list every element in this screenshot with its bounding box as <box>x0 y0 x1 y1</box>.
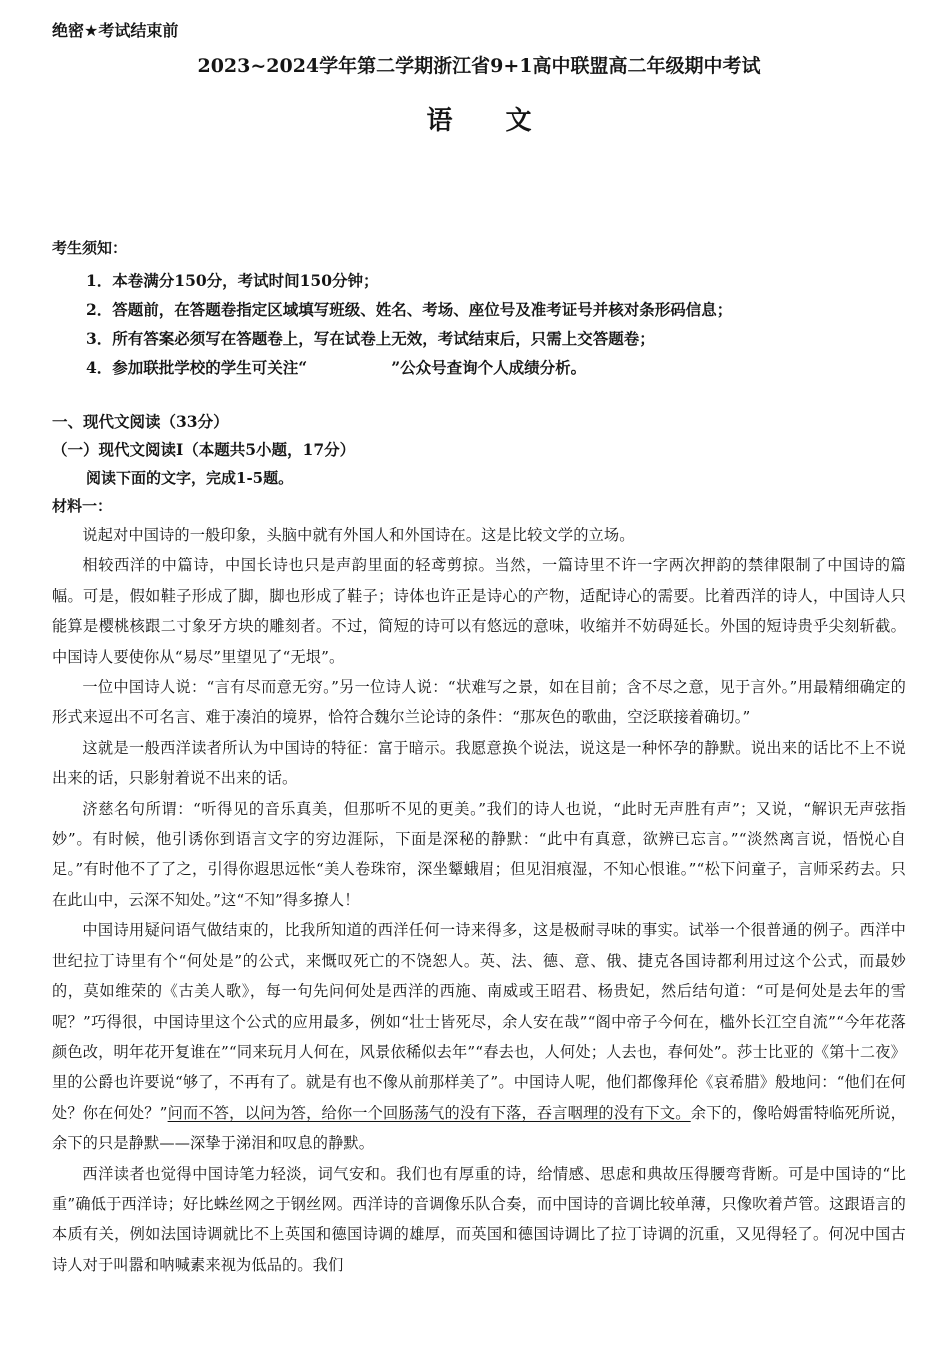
material-label: 材料一： <box>52 497 113 515</box>
notice-item: 3．所有答案必须写在答题卷上，写在试卷上无效，考试结束后，只需上交答题卷； <box>86 329 655 348</box>
notice-item: 1．本卷满分150分，考试时间150分钟； <box>86 271 379 290</box>
passage-paragraph: 说起对中国诗的一般印象，头脑中就有外国人和外国诗在。这是比较文学的立场。 <box>82 526 635 544</box>
passage-paragraph: 这就是一般西洋读者所认为中国诗的特征：富于暗示。我愿意换个说法，说这是一种怀孕的静默。说出来的话比不上不说出来的话，只影射着说不出来的话。 <box>52 738 906 788</box>
notice-item: 2．答题前，在答题卷指定区域填写班级、姓名、考场、座位号及准考证号并核对条形码信息； <box>86 300 733 319</box>
passage-paragraph: 西洋读者也觉得中国诗笔力轻淡，词气安和。我们也有厚重的诗，给情感、思虑和典故压得腰弯背断。可是中国诗的“比重”确低于西洋诗；好比蛛丝网之于钢丝网。西洋诗的音调像乐队合奏，而中国诗的音调比较单薄，只像吹着芦管。这跟语言的本质有关，例如法国诗调就比不上英国和德国诗调的雄厚，而英国和德国诗调比了拉丁诗调的沉重，又见得轻了。何况中国古诗人对于叫嚣和呐喊素来视为低品的。我们 <box>52 1164 906 1274</box>
passage-paragraph: 济慈名句所谓：“听得见的音乐真美，但那听不见的更美。”我们的诗人也说，“此时无声胜有声”；又说，“解识无声弦指妙”。有时候，他引诱你到语言文字的穷边涯际，下面是深秘的静默：“此中有真意，欲辨已忘言。”“淡然离言说，悟悦心自足。”有时他不了了之，引得你遐思远怅“美人卷珠帘，深坐颦蛾眉；但见泪痕湿，不知心恨谁。”“松下问童子，言师采药去。只在此山中，云深不知处。”这“不知”得多撩人！ <box>52 799 906 909</box>
passage-text: 中国诗用疑问语气做结束的，比我所知道的西洋任何一诗来得多，这是极耐寻味的事实。试举一个很普通的例子。西洋中世纪拉丁诗里有个“何处是”的公式，来慨叹死亡的不饶恕人。英、法、德、意、俄、捷克各国诗都利用过这个公式，而最妙的，莫如维荣的《古美人歌》，每一句先问何处是西洋的西施、南威或王昭君、杨贵妃，然后结句道：“可是何处是去年的雪呢？”巧得很，中国诗里这个公式的应用最多，例如“壮士皆死尽，余人安在哉”“阁中帝子今何在，槛外长江空自流”“今年花落颜色改，明年花开复谁在”“同来玩月人何在，风景依稀似去年”“春去也，人何处；人去也，春何处”。莎士比亚的《第十二夜》里的公爵也许要说“够了，不再有了。就是有也不像从前那样美了”。中国诗人呢，他们都像拜伦《哀希腊》般地问：“他们在何处？你在何处？” <box>52 921 906 1122</box>
reading-instruction: 阅读下面的文字，完成1-5题。 <box>86 469 294 487</box>
passage-paragraph <box>52 915 906 1158</box>
section-heading: 一、现代文阅读（33分） <box>52 412 229 431</box>
confidential-mark: 绝密★考试结束前 <box>52 21 179 40</box>
passage-paragraph: 一位中国诗人说：“言有尽而意无穷。”另一位诗人说：“状难写之景，如在目前；含不尽之意，见于言外。”用最精细确定的形式来逗出不可名言、难于凑泊的境界，恰符合魏尔兰论诗的条件：“那灰色的歌曲，空泛联接着确切。” <box>52 678 906 727</box>
passage-paragraph: 相较西洋的中篇诗，中国长诗也只是声韵里面的轻鸢剪掠。当然，一篇诗里不许一字两次押韵的禁律限制了中国诗的篇幅。可是，假如鞋子形成了脚，脚也形成了鞋子；诗体也许正是诗心的产物，适配诗心的需要。比着西洋的诗人，中国诗人只能算是樱桃核跟二寸象牙方块的雕刻者。不过，简短的诗可以有悠远的意味，收缩并不妨碍延长。外国的短诗贵乎尖刻斩截。中国诗人要使你从“易尽”里望见了“无垠”。 <box>52 556 906 666</box>
subsection-heading: （一）现代文阅读Ⅰ（本题共5小题，17分） <box>52 440 356 459</box>
notice-item-part: ”公众号查询个人成绩分析。 <box>391 358 587 377</box>
notice-item <box>52 353 906 382</box>
subject-title: 语 文 <box>426 106 554 136</box>
notice-heading: 考生须知： <box>52 239 128 257</box>
exam-title: 2023~2024学年第二学期浙江省9+1高中联盟高二年级期中考试 <box>197 55 761 77</box>
underlined-sentence: 问而不答，以问为答，给你一个回肠荡气的没有下落，吞言咽理的没有下文。 <box>167 1103 691 1122</box>
notice-item-part: 4．参加联批学校的学生可关注“ <box>86 358 308 377</box>
passage-text: 余下的，像哈姆雷特临死所说，余下的只是静默——深挚于涕泪和叹息的静默。 <box>52 1103 907 1153</box>
reading-passage <box>52 520 906 1280</box>
notice-list <box>52 266 906 382</box>
